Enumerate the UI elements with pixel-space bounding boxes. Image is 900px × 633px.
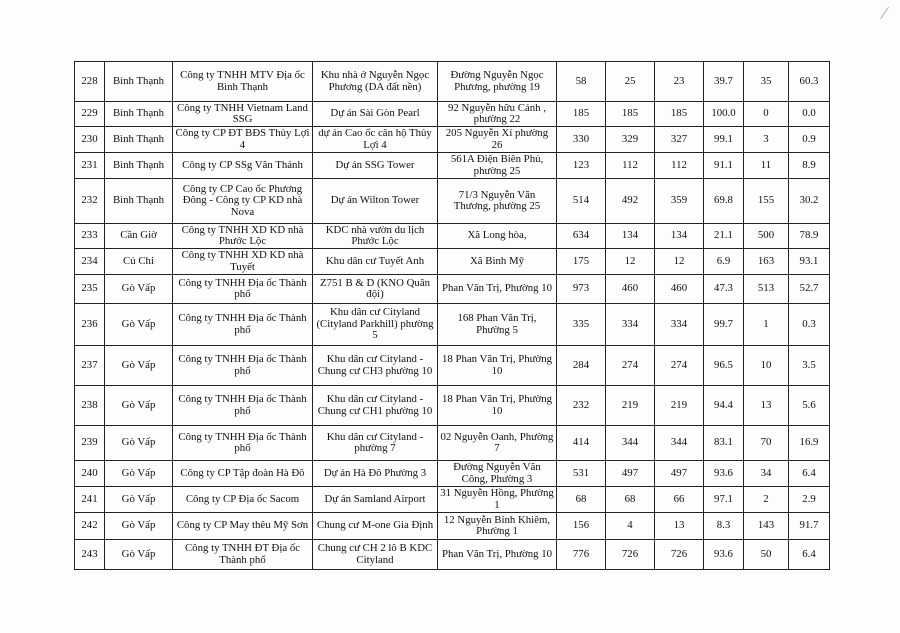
row-number: 234 (75, 249, 105, 275)
value-col-2: 185 (606, 102, 655, 127)
value-col-2: 344 (606, 426, 655, 461)
company-cell: Công ty TNHH Địa ốc Thành phố (173, 346, 313, 386)
address-cell: Xã Bình Mỹ (438, 249, 557, 275)
value-col-3: 219 (655, 386, 704, 426)
project-cell: Khu dân cư Cityland - phường 7 (313, 426, 438, 461)
project-cell: Z751 B & D (KNO Quân đội) (313, 275, 438, 304)
value-col-2: 497 (606, 461, 655, 487)
district-cell: Củ Chi (105, 249, 173, 275)
project-table (74, 61, 830, 570)
company-cell: Công ty CP Địa ốc Sacom (173, 487, 313, 513)
project-cell: Dự án SSG Tower (313, 153, 438, 179)
percent-col: 21.1 (704, 224, 744, 249)
district-cell: Gò Vấp (105, 487, 173, 513)
address-cell: 92 Nguyễn hữu Cảnh , phường 22 (438, 102, 557, 127)
remaining-units: 163 (744, 249, 789, 275)
remaining-percent: 91.7 (789, 513, 830, 540)
remaining-units: 34 (744, 461, 789, 487)
company-cell: Công ty TNHH XD KD nhà Phước Lộc (173, 224, 313, 249)
project-cell: Dự án Wilton Tower (313, 179, 438, 224)
value-col-3: 12 (655, 249, 704, 275)
total-units: 414 (557, 426, 606, 461)
address-cell: 205 Nguyễn Xí phường 26 (438, 127, 557, 153)
project-cell: Dự án Samland Airport (313, 487, 438, 513)
remaining-units: 155 (744, 179, 789, 224)
company-cell: Công ty TNHH Vietnam Land SSG (173, 102, 313, 127)
district-cell: Gò Vấp (105, 275, 173, 304)
address-cell: 71/3 Nguyễn Văn Thương, phường 25 (438, 179, 557, 224)
remaining-units: 500 (744, 224, 789, 249)
district-cell: Bình Thạnh (105, 127, 173, 153)
total-units: 284 (557, 346, 606, 386)
remaining-percent: 5.6 (789, 386, 830, 426)
percent-col: 93.6 (704, 540, 744, 570)
address-cell: Đường Nguyễn Ngọc Phương, phường 19 (438, 62, 557, 102)
value-col-3: 23 (655, 62, 704, 102)
percent-col: 93.6 (704, 461, 744, 487)
project-cell: KDC nhà vườn du lịch Phước Lộc (313, 224, 438, 249)
percent-col: 6.9 (704, 249, 744, 275)
project-cell: Chung cư CH 2 lô B KDC Cityland (313, 540, 438, 570)
company-cell: Công ty TNHH Địa ốc Thành phố (173, 275, 313, 304)
project-cell: Khu dân cư Cityland - Chung cư CH3 phường 10 (313, 346, 438, 386)
total-units: 232 (557, 386, 606, 426)
district-cell: Gò Vấp (105, 540, 173, 570)
total-units: 156 (557, 513, 606, 540)
remaining-percent: 78.9 (789, 224, 830, 249)
value-col-3: 185 (655, 102, 704, 127)
total-units: 175 (557, 249, 606, 275)
value-col-3: 327 (655, 127, 704, 153)
project-cell: dự án Cao ốc căn hộ Thủy Lợi 4 (313, 127, 438, 153)
total-units: 335 (557, 304, 606, 346)
value-col-3: 66 (655, 487, 704, 513)
table-row (75, 487, 830, 513)
percent-col: 69.8 (704, 179, 744, 224)
table-row (75, 102, 830, 127)
value-col-2: 460 (606, 275, 655, 304)
remaining-units: 35 (744, 62, 789, 102)
table-row (75, 461, 830, 487)
company-cell: Công ty TNHH MTV Địa ốc Bình Thạnh (173, 62, 313, 102)
company-cell: Công ty TNHH ĐT Địa ốc Thành phố (173, 540, 313, 570)
table-row (75, 386, 830, 426)
district-cell: Gò Vấp (105, 426, 173, 461)
value-col-2: 492 (606, 179, 655, 224)
remaining-percent: 52.7 (789, 275, 830, 304)
row-number: 240 (75, 461, 105, 487)
total-units: 58 (557, 62, 606, 102)
address-cell: 02 Nguyễn Oanh, Phường 7 (438, 426, 557, 461)
total-units: 776 (557, 540, 606, 570)
company-cell: Công ty TNHH XD KD nhà Tuyết (173, 249, 313, 275)
total-units: 634 (557, 224, 606, 249)
value-col-3: 274 (655, 346, 704, 386)
remaining-units: 2 (744, 487, 789, 513)
table-row (75, 346, 830, 386)
remaining-percent: 93.1 (789, 249, 830, 275)
value-col-3: 460 (655, 275, 704, 304)
address-cell: Phan Văn Trị, Phường 10 (438, 540, 557, 570)
percent-col: 97.1 (704, 487, 744, 513)
remaining-percent: 6.4 (789, 540, 830, 570)
district-cell: Gò Vấp (105, 386, 173, 426)
value-col-2: 68 (606, 487, 655, 513)
table-row (75, 224, 830, 249)
district-cell: Gò Vấp (105, 461, 173, 487)
row-number: 235 (75, 275, 105, 304)
company-cell: Công ty CP Cao ốc Phương Đông - Công ty CP KD nhà Nova (173, 179, 313, 224)
table-row (75, 304, 830, 346)
table-row (75, 153, 830, 179)
company-cell: Công ty CP SSg Văn Thánh (173, 153, 313, 179)
percent-col: 91.1 (704, 153, 744, 179)
table-row (75, 62, 830, 102)
remaining-units: 10 (744, 346, 789, 386)
address-cell: 561A Điện Biên Phủ, phường 25 (438, 153, 557, 179)
remaining-units: 513 (744, 275, 789, 304)
remaining-percent: 8.9 (789, 153, 830, 179)
row-number: 242 (75, 513, 105, 540)
district-cell: Gò Vấp (105, 513, 173, 540)
percent-col: 100.0 (704, 102, 744, 127)
district-cell: Bình Thạnh (105, 62, 173, 102)
company-cell: Công ty CP Tập đoàn Hà Đô (173, 461, 313, 487)
value-col-2: 25 (606, 62, 655, 102)
value-col-3: 359 (655, 179, 704, 224)
value-col-3: 134 (655, 224, 704, 249)
remaining-percent: 16.9 (789, 426, 830, 461)
district-cell: Bình Thạnh (105, 179, 173, 224)
percent-col: 47.3 (704, 275, 744, 304)
table-row (75, 179, 830, 224)
value-col-2: 334 (606, 304, 655, 346)
remaining-percent: 2.9 (789, 487, 830, 513)
row-number: 236 (75, 304, 105, 346)
district-cell: Bình Thạnh (105, 153, 173, 179)
value-col-3: 344 (655, 426, 704, 461)
value-col-2: 329 (606, 127, 655, 153)
remaining-percent: 3.5 (789, 346, 830, 386)
total-units: 185 (557, 102, 606, 127)
value-col-3: 13 (655, 513, 704, 540)
total-units: 123 (557, 153, 606, 179)
value-col-2: 112 (606, 153, 655, 179)
percent-col: 83.1 (704, 426, 744, 461)
remaining-units: 70 (744, 426, 789, 461)
value-col-2: 726 (606, 540, 655, 570)
total-units: 330 (557, 127, 606, 153)
value-col-2: 219 (606, 386, 655, 426)
total-units: 531 (557, 461, 606, 487)
remaining-units: 143 (744, 513, 789, 540)
percent-col: 99.1 (704, 127, 744, 153)
page-corner-mark (878, 6, 892, 20)
value-col-2: 274 (606, 346, 655, 386)
row-number: 243 (75, 540, 105, 570)
percent-col: 39.7 (704, 62, 744, 102)
remaining-percent: 0.9 (789, 127, 830, 153)
remaining-units: 0 (744, 102, 789, 127)
remaining-units: 50 (744, 540, 789, 570)
remaining-percent: 30.2 (789, 179, 830, 224)
table-row (75, 275, 830, 304)
value-col-3: 112 (655, 153, 704, 179)
district-cell: Gò Vấp (105, 346, 173, 386)
company-cell: Công ty CP May thêu Mỹ Sơn (173, 513, 313, 540)
address-cell: 12 Nguyễn Bỉnh Khiêm, Phường 1 (438, 513, 557, 540)
remaining-percent: 60.3 (789, 62, 830, 102)
row-number: 228 (75, 62, 105, 102)
total-units: 514 (557, 179, 606, 224)
project-cell: Khu dân cư Cityland (Cityland Parkhill) phường 5 (313, 304, 438, 346)
remaining-units: 3 (744, 127, 789, 153)
value-col-2: 4 (606, 513, 655, 540)
row-number: 230 (75, 127, 105, 153)
row-number: 239 (75, 426, 105, 461)
percent-col: 94.4 (704, 386, 744, 426)
row-number: 233 (75, 224, 105, 249)
district-cell: Gò Vấp (105, 304, 173, 346)
remaining-units: 11 (744, 153, 789, 179)
address-cell: Xã Long hòa, (438, 224, 557, 249)
total-units: 68 (557, 487, 606, 513)
project-cell: Dự án Hà Đô Phường 3 (313, 461, 438, 487)
percent-col: 96.5 (704, 346, 744, 386)
project-cell: Khu nhà ở Nguyễn Ngọc Phương (DA đất nền) (313, 62, 438, 102)
percent-col: 99.7 (704, 304, 744, 346)
project-cell: Khu dân cư Cityland - Chung cư CH1 phường 10 (313, 386, 438, 426)
value-col-3: 497 (655, 461, 704, 487)
remaining-percent: 0.0 (789, 102, 830, 127)
address-cell: 168 Phan Văn Trị, Phường 5 (438, 304, 557, 346)
value-col-2: 12 (606, 249, 655, 275)
project-cell: Khu dân cư Tuyết Anh (313, 249, 438, 275)
row-number: 232 (75, 179, 105, 224)
district-cell: Bình Thạnh (105, 102, 173, 127)
total-units: 973 (557, 275, 606, 304)
remaining-units: 13 (744, 386, 789, 426)
address-cell: 18 Phan Văn Trị, Phường 10 (438, 386, 557, 426)
table-row (75, 540, 830, 570)
address-cell: 31 Nguyễn Hồng, Phường 1 (438, 487, 557, 513)
row-number: 237 (75, 346, 105, 386)
company-cell: Công ty CP ĐT BĐS Thủy Lợi 4 (173, 127, 313, 153)
row-number: 238 (75, 386, 105, 426)
remaining-units: 1 (744, 304, 789, 346)
project-cell: Chung cư M-one Gia Định (313, 513, 438, 540)
row-number: 231 (75, 153, 105, 179)
table-row (75, 426, 830, 461)
table-row (75, 513, 830, 540)
company-cell: Công ty TNHH Địa ốc Thành phố (173, 426, 313, 461)
address-cell: Đường Nguyễn Văn Công, Phường 3 (438, 461, 557, 487)
value-col-3: 334 (655, 304, 704, 346)
percent-col: 8.3 (704, 513, 744, 540)
table-row (75, 249, 830, 275)
project-cell: Dự án Sài Gòn Pearl (313, 102, 438, 127)
company-cell: Công ty TNHH Địa ốc Thành phố (173, 386, 313, 426)
district-cell: Cần Giờ (105, 224, 173, 249)
table-row (75, 127, 830, 153)
remaining-percent: 6.4 (789, 461, 830, 487)
table-body (75, 62, 830, 570)
row-number: 229 (75, 102, 105, 127)
value-col-3: 726 (655, 540, 704, 570)
value-col-2: 134 (606, 224, 655, 249)
address-cell: Phan Văn Trị, Phường 10 (438, 275, 557, 304)
remaining-percent: 0.3 (789, 304, 830, 346)
company-cell: Công ty TNHH Địa ốc Thành phố (173, 304, 313, 346)
row-number: 241 (75, 487, 105, 513)
address-cell: 18 Phan Văn Trị, Phường 10 (438, 346, 557, 386)
